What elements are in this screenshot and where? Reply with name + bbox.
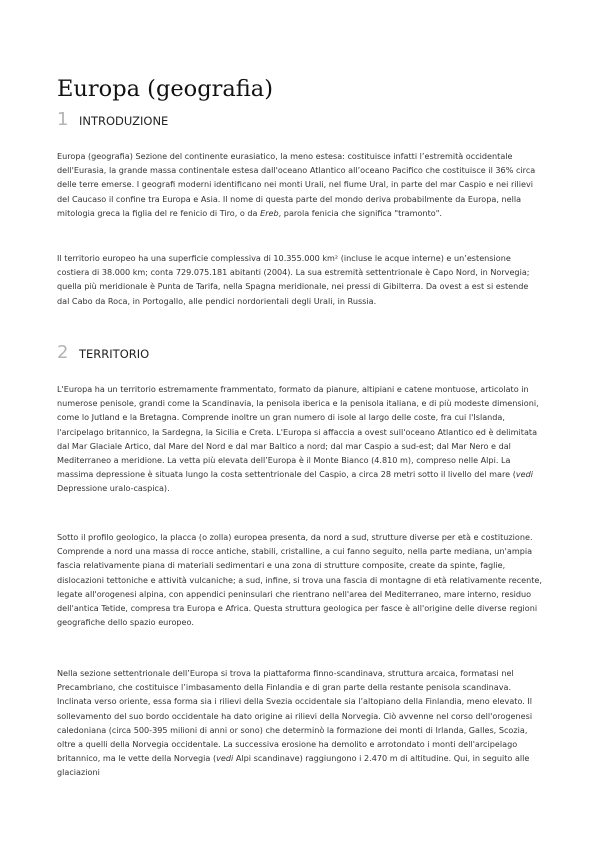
paragraph-territorio-3 [57,666,543,780]
paragraph-intro-1 [57,149,543,220]
text-run: Alpi scandinave) raggiungono i 2.470 m di altitudine. Qui, in seguito alle glaciazioni [57,753,530,778]
text-run: Sotto il profilo geologico, la placca (o zolla) europea presenta, da nord a sud, strutture diverse per età e costituzione. Comprende a nord una massa di rocce antiche, stabili, cristalline, a cui fanno seguito, nella parte mediana, un'ampia fascia relativamente piana di materiali sedimentari e una zona di strutture composite, create da spinte, faglie, dislocazioni tettoniche e attività vulcaniche; a sud, infine, si trova una fascia di montagne di età relativamente recente, legate all'orogenesi alpina, con appendici peninsulari che rientrano nell'area del Mediterraneo, mare interno, residuo dell'antica Tetide, compresa tra Europa e Africa. Questa struttura geologica per fasce è all'origine delle diverse regioni geografiche dello spazio europeo. [57,532,542,628]
document-title: Europa (geografia) [57,76,274,102]
section-title: TERRITORIO [79,347,150,361]
section-title: INTRODUZIONE [79,114,169,128]
text-run: L'Europa ha un territorio estremamente frammentato, formato da pianure, altipiani e catene montuose, articolato in numerose penisole, grandi come la Scandinavia, la penisola iberica e la penisola italiana, e di più modeste dimensioni, come lo Jutland e la Bretagna. Comprende inoltre un gran numero di isole al largo delle coste, fra cui l'Islanda, l'arcipelago britannico, la Sardegna, la Sicilia e Creta. L'Europa si affaccia a ovest sull'oceano Atlantico ed è delimitata dal Mar Glaciale Artico, dal Mare del Nord e dal mar Baltico a nord; dal mar Caspio a sud-est; dal Mar Nero e dal Mediterraneo a meridione. La vetta più elevata dell’Europa è il Monte Bianco (4.810 m), compreso nelle Alpi. La massima depressione è situata lungo la costa settentrionale del Caspio, a circa 28 metri sotto il livello del mare ( [57,384,539,480]
paragraph-territorio-1 [57,382,543,496]
italic-text: vedi [216,753,234,764]
italic-text: vedi [515,469,534,480]
text-run: Europa (geografia) Sezione del continente eurasiatico, la meno estesa: costituisce infatti l’estremità occidentale dell'Eurasia, la grande massa continentale estesa dall'oceano Atlantico all’oceano Pacifico che costituisce il 36% circa delle terre emerse. I geografi moderni identificano nei monti Urali, nel fiume Ural, in parte del mar Caspio e nei rilievi del Caucaso il confine tra Europa e Asia. Il nome di questa parte del mondo deriva probabilmente da Europa, nella mitologia greca la figlia del re fenicio di Tiro, o da [57,151,536,218]
paragraph-intro-2 [57,251,543,308]
paragraph-territorio-2 [57,530,543,629]
text-run: Depressione uralo-caspica). [57,483,170,494]
section-number: 1 [57,109,69,130]
text-run: , parola fenicia che significa "tramonto". [278,207,442,218]
text-run: Il territorio europeo ha una superficie complessiva di 10.355.000 km² (incluse le acque interne) e un’estensione costiera di 38.000 km; conta 729.075.181 abitanti (2004). La sua estremità settentrionale è Capo Nord, in Norvegia; quella più meridionale è Punta de Tarifa, nella Spagna meridionale, nei pressi di Gibilterra. Da ovest a est si estende dal Cabo da Roca, in Portogallo, alle pendici nordorientali degli Urali, in Russia. [57,253,530,306]
italic-text: Ereb [260,207,279,218]
text-run: Nella sezione settentrionale dell’Europa si trova la piattaforma finno-scandinava, struttura arcaica, formatasi nel Precambriano, che costituisce l’imbasamento della Finlandia e di gran parte della restante penisola scandinava. Inclinata verso oriente, essa forma sia i rilievi della Svezia occidentale sia l’altopiano della Finlandia, meno elevato. Il sollevamento del suo bordo occidentale ha dato origine ai rilievi della Norvegia. Ciò avvenne nel corso dell'orogenesi caledoniana (circa 500-395 milioni di anni or sono) che determinò la formazione dei monti di Irlanda, Galles, Scozia, oltre a quelli della Norvegia occidentale. La successiva erosione ha demolito e arrotondato i monti dell'arcipelago britannico, ma le vette della Norvegia ( [57,668,533,764]
section-number: 2 [57,342,69,363]
